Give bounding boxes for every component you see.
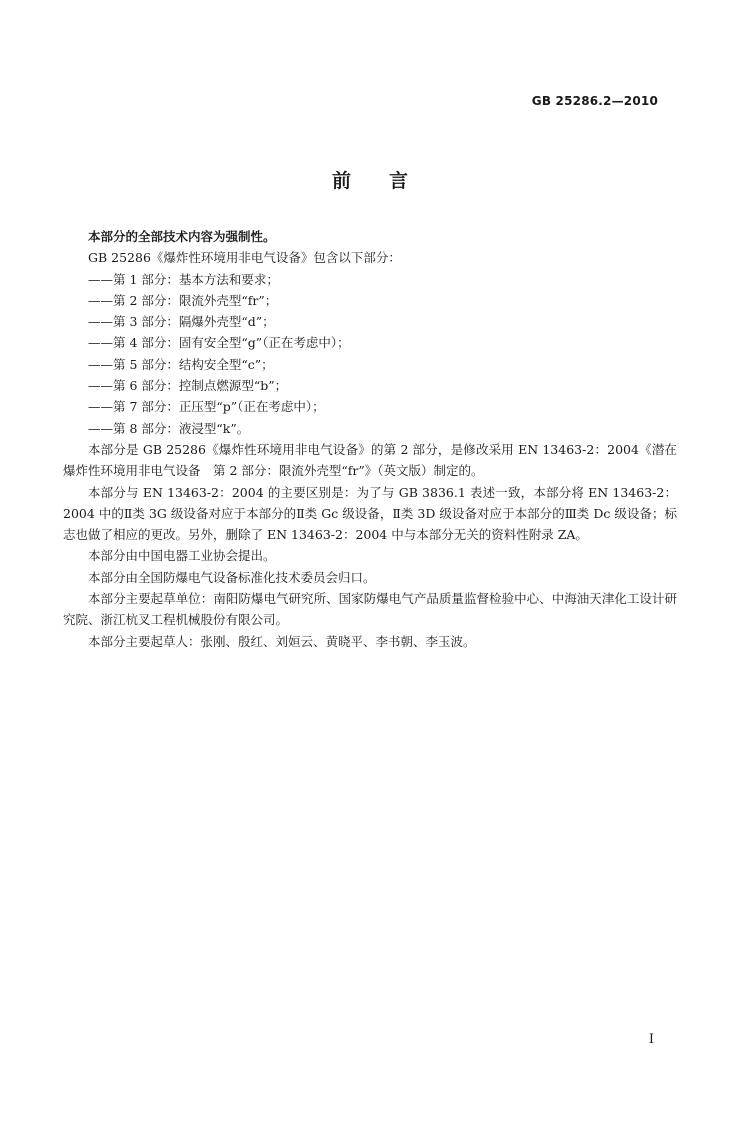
paragraph-drafters: 本部分主要起草人：张刚、殷红、刘姮云、黄晓平、李书朝、李玉波。 — [88, 633, 476, 649]
list-item-part-4: ——第 4 部分：固有安全型“g”（正在考虑中）； — [88, 335, 350, 351]
page-number: I — [648, 1032, 654, 1047]
list-item-part-7: ——第 7 部分：正压型“p”（正在考虑中）； — [88, 399, 325, 415]
paragraph-adoption: 本部分是 GB 25286《爆炸性环境用非电气设备》的第 2 部分，是修改采用 EN 13463-2：2004《潜在爆炸性环境用非电气设备 第 2 部分：限流外壳型“fr”》（英文版）制定的。 — [63, 441, 677, 479]
list-item-part-2: ——第 2 部分：限流外壳型“fr”； — [88, 292, 278, 308]
paragraph-parts-intro: GB 25286《爆炸性环境用非电气设备》包含以下部分： — [88, 250, 401, 266]
paragraph-drafting-units: 本部分主要起草单位：南阳防爆电气研究所、国家防爆电气产品质量监督检验中心、中海油天津化工设计研究院、浙江杭叉工程机械股份有限公司。 — [63, 591, 677, 628]
paragraph-differences: 本部分与 EN 13463-2：2004 的主要区别是：为了与 GB 3836.1 表述一致，本部分将 EN 13463-2：2004 中的Ⅱ类 3G 级设备对应于本部分的Ⅱ类 Gc 级设备，Ⅱ类 3D 级设备对应于本部分的Ⅲ类 Dc 级设备；标志也做了相应的更改。另外，删除了 EN 13463-2：2004 中与本部分无关的资料性附录 ZA。 — [63, 484, 677, 543]
document-body — [63, 226, 677, 652]
list-item-part-5: ——第 5 部分：结构安全型“c”； — [88, 356, 274, 372]
paragraph-proposed-by: 本部分由中国电器工业协会提出。 — [88, 548, 276, 564]
list-item-part-8: ——第 8 部分：液浸型“k”。 — [88, 420, 250, 436]
list-item-part-6: ——第 6 部分：控制点燃源型“b”； — [88, 378, 288, 394]
paragraph-centralized-by: 本部分由全国防爆电气设备标准化技术委员会归口。 — [88, 569, 376, 585]
page-title: 前言 — [331, 170, 446, 192]
standard-code: GB 25286.2—2010 — [531, 94, 658, 108]
list-item-part-3: ——第 3 部分：隔爆外壳型“d”； — [88, 314, 275, 330]
paragraph-mandatory-statement: 本部分的全部技术内容为强制性。 — [88, 229, 276, 244]
list-item-part-1: ——第 1 部分：基本方法和要求； — [88, 271, 279, 287]
